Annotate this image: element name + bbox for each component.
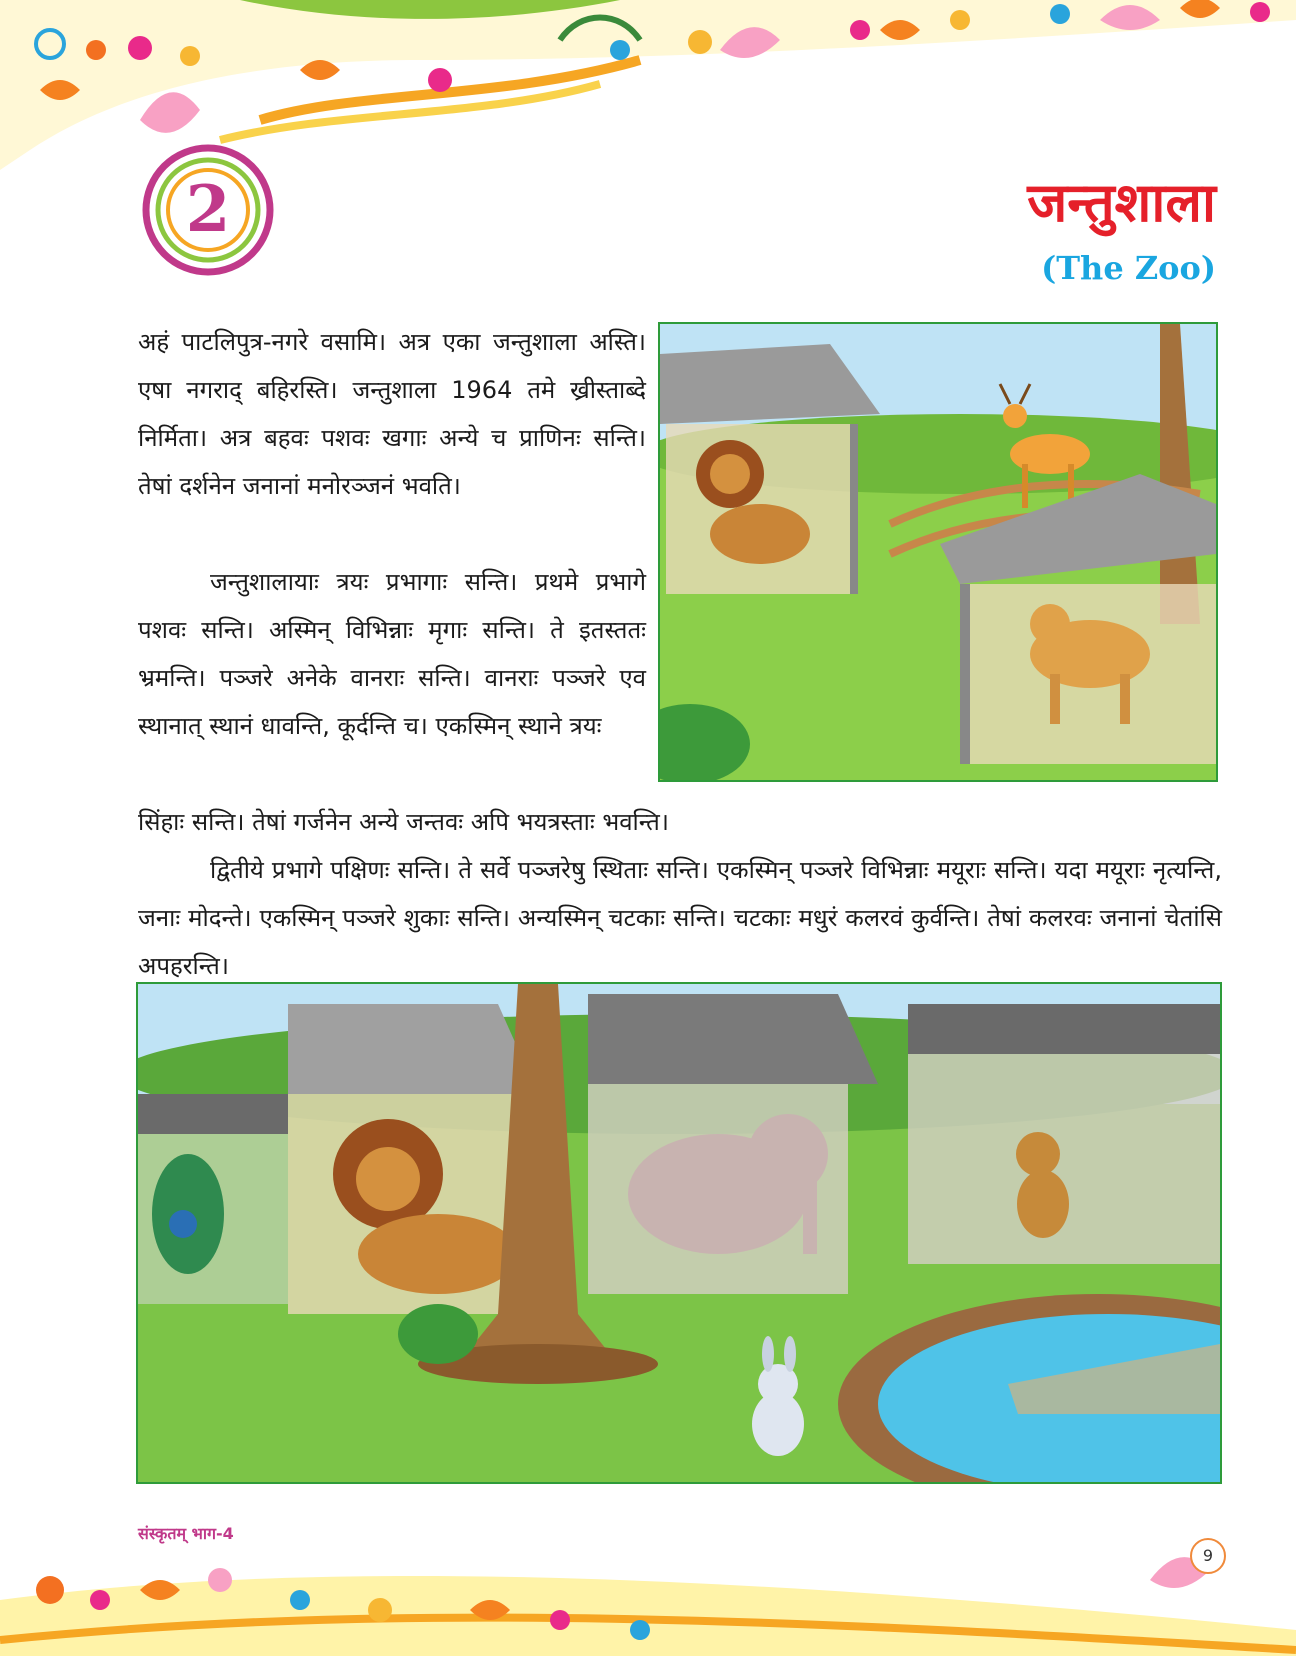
page-title: जन्तुशाला	[1027, 171, 1216, 234]
bottom-floral-border	[0, 1540, 1296, 1656]
page-number: 9	[1190, 1538, 1226, 1574]
paragraph-intro: अहं पाटलिपुत्र-नगरे वसामि। अत्र एका जन्तुशाला अस्ति। एषा नगराद् बहिरस्ति। जन्तुशाला 1964 तमे ख्रीस्ताब्दे निर्मिता। अत्र बहवः पशवः खगाः अन्ये च प्राणिनः सन्ति। तेषां दर्शनेन जनानां मनोरञ्जनं भवति।	[138, 328, 646, 500]
zoo-illustration-bottom	[136, 982, 1222, 1484]
paragraph-first-section: जन्तुशालायाः त्रयः प्रभागाः सन्ति। प्रथमे प्रभागे पशवः सन्ति। अस्मिन् विभिन्नाः मृगाः सन्ति। ते इतस्ततः भ्रमन्ति। पञ्जरे अनेके वानराः सन्ति। वानराः पञ्जरे एव स्थानात् स्थानं धावन्ति, कूर्दन्ति च। एकस्मिन् स्थाने त्रयः	[138, 568, 646, 740]
page-subtitle: (The Zoo)	[1041, 249, 1216, 287]
peacock-cage	[138, 1094, 288, 1304]
paragraph-first-section-continued: सिंहाः सन्ति। तेषां गर्जनेन अन्ये जन्तवः अपि भयत्रस्ताः भवन्ति।	[138, 808, 669, 836]
chapter-number: 2	[185, 172, 231, 247]
zoo-illustration-top	[658, 322, 1218, 782]
lion-cage	[660, 344, 880, 594]
book-name: संस्कृतम् भाग-4	[138, 1524, 234, 1543]
paragraph-second-section: द्वितीये प्रभागे पक्षिणः सन्ति। ते सर्वे पञ्जरेषु स्थिताः सन्ति। एकस्मिन् पञ्जरे विभिन्नाः मयूराः सन्ति। यदा मयूराः नृत्यन्ति, जनाः मोदन्ते। एकस्मिन् पञ्जरे शुकाः सन्ति। अन्यस्मिन् चटकाः सन्ति। चटकाः मधुरं कलरवं कुर्वन्ति। तेषां कलरवः जनानां चेतांसि अपहरन्ति।	[138, 856, 1222, 980]
lion-cage	[288, 1004, 538, 1314]
monkey-cage	[908, 1004, 1220, 1264]
elephant-cage	[588, 994, 878, 1294]
